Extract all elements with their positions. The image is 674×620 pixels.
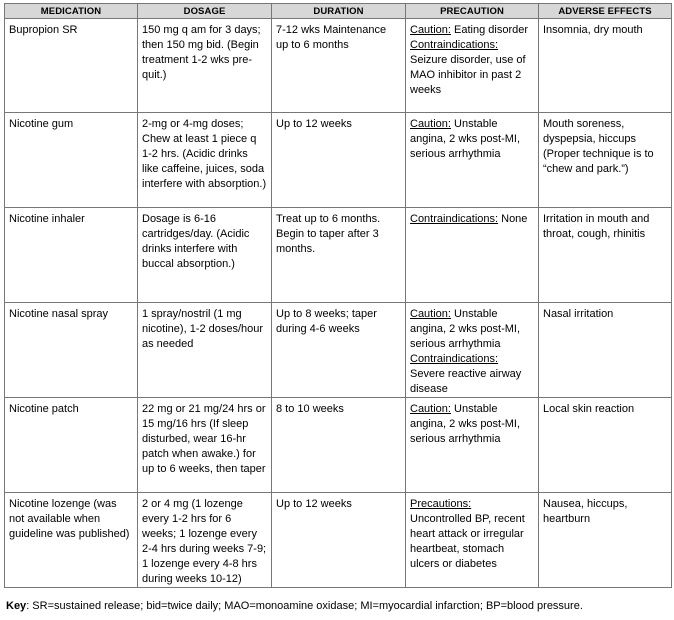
duration-cell: Up to 8 weeks; taper during 4-6 weeks [272,303,406,398]
medication-cell: Nicotine gum [5,113,138,208]
header-adverse-effects: ADVERSE EFFECTS [539,4,672,19]
duration-cell: 8 to 10 weeks [272,398,406,493]
medication-cell: Bupropion SR [5,19,138,113]
medication-cell: Nicotine lozenge (was not available when guideline was published) [5,493,138,588]
table-row [5,19,672,113]
precaution-item [410,117,534,162]
duration-cell: Treat up to 6 months. Begin to taper after 3 months. [272,208,406,303]
precaution-cell [406,303,539,398]
precaution-text: Unstable angina, 2 wks post-MI, serious arrhythmia [410,308,521,350]
medication-cell: Nicotine inhaler [5,208,138,303]
adverse-effects-cell: Insomnia, dry mouth [539,19,672,113]
precaution-label: Caution: [410,24,451,36]
adverse-effects-cell: Nausea, hiccups, heartburn [539,493,672,588]
table-row [5,493,672,588]
precaution-item [410,307,534,352]
table-row [5,113,672,208]
duration-cell: Up to 12 weeks [272,113,406,208]
precaution-text: Uncontrolled BP, recent heart attack or irregular heartbeat, stomach ulcers or diabetes [410,513,525,570]
adverse-effects-cell: Mouth soreness, dyspepsia, hiccups (Proper technique is to “chew and park.”) [539,113,672,208]
header-duration: DURATION [272,4,406,19]
header-medication: MEDICATION [5,4,138,19]
header-precaution: PRECAUTION [406,4,539,19]
precaution-label: Contraindications: [410,353,499,365]
precaution-label: Precautions: [410,498,472,510]
precaution-label: Contraindications: [410,213,499,225]
precaution-item [410,23,534,38]
dosage-cell: 1 spray/nostril (1 mg nicotine), 1-2 doses/hour as needed [138,303,272,398]
precaution-label: Contraindications: [410,39,499,51]
precaution-item [410,402,534,447]
duration-cell: 7-12 wks Maintenance up to 6 months [272,19,406,113]
precaution-item [410,212,534,227]
precaution-item [410,38,534,98]
table-row [5,303,672,398]
precaution-cell [406,208,539,303]
table-row [5,208,672,303]
table-header-row [5,4,672,19]
precaution-cell [406,398,539,493]
precaution-text: Severe reactive airway disease [410,368,522,395]
dosage-cell: 2 or 4 mg (1 lozenge every 1-2 hrs for 6 weeks; 1 lozenge every 2-4 hrs during weeks 7-9; 1 lozenge every 4-8 hrs during weeks 10-12) [138,493,272,588]
precaution-item [410,497,534,572]
precaution-label: Caution: [410,403,451,415]
dosage-cell: 2-mg or 4-mg doses; Chew at least 1 piece q 1-2 hrs. (Acidic drinks like caffeine, juices, soda interfere with absorption.) [138,113,272,208]
adverse-effects-cell: Local skin reaction [539,398,672,493]
precaution-text: Unstable angina, 2 wks post-MI, serious arrhythmia [410,403,521,445]
key-text: : SR=sustained release; bid=twice daily; MAO=monoamine oxidase; MI=myocardial infarction; BP=blood pressure. [26,600,583,612]
key-footnote [6,600,583,612]
precaution-text: None [501,213,528,225]
dosage-cell: 150 mg q am for 3 days; then 150 mg bid. (Begin treatment 1-2 wks pre-quit.) [138,19,272,113]
precaution-label: Caution: [410,308,451,320]
precaution-text: Eating disorder [454,24,529,36]
precaution-cell [406,19,539,113]
dosage-cell: 22 mg or 21 mg/24 hrs or 15 mg/16 hrs (If sleep disturbed, wear 16-hr patch when awake.) for up to 6 weeks, then taper [138,398,272,493]
medication-table [4,3,672,588]
header-dosage: DOSAGE [138,4,272,19]
dosage-cell: Dosage is 6-16 cartridges/day. (Acidic drinks interfere with buccal absorption.) [138,208,272,303]
precaution-cell [406,113,539,208]
duration-cell: Up to 12 weeks [272,493,406,588]
key-label: Key [6,600,27,612]
precaution-cell [406,493,539,588]
precaution-text: Unstable angina, 2 wks post-MI, serious arrhythmia [410,118,521,160]
adverse-effects-cell: Irritation in mouth and throat, cough, rhinitis [539,208,672,303]
medication-cell: Nicotine patch [5,398,138,493]
adverse-effects-cell: Nasal irritation [539,303,672,398]
precaution-text: Seizure disorder, use of MAO inhibitor in past 2 weeks [410,54,526,96]
table-row [5,398,672,493]
precaution-item [410,352,534,397]
medication-cell: Nicotine nasal spray [5,303,138,398]
precaution-label: Caution: [410,118,451,130]
